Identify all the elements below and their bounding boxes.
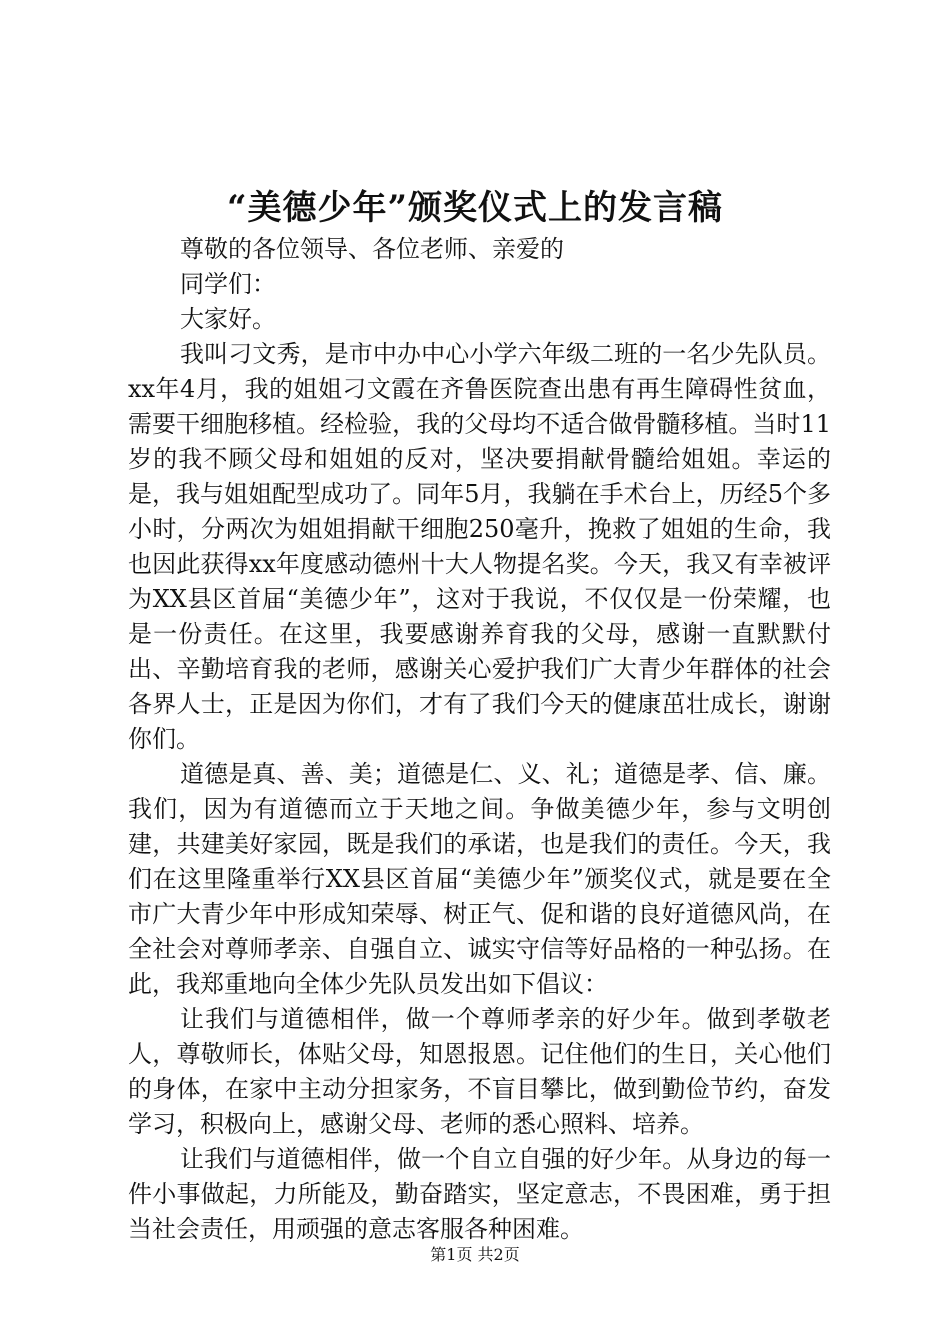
paragraph-3: 让我们与道德相伴，做一个尊师孝亲的好少年。做到孝敬老人，尊敬师长，体贴父母，知恩报恩。记住他们的生日，关心他们的身体，在家中主动分担家务，不盲目攀比，做到勤俭节约，奋发学习，积极向上，感谢父母、老师的悉心照料、培养。 bbox=[128, 1005, 831, 1138]
page-footer: 第1页 共2页 bbox=[430, 1245, 520, 1264]
document-title: “美德少年”颁奖仪式上的发言稿 bbox=[226, 188, 724, 228]
greeting: 大家好。 bbox=[180, 305, 276, 333]
paragraph-2: 道德是真、善、美；道德是仁、义、礼；道德是孝、信、廉。我们，因为有道德而立于天地之间。争做美德少年，参与文明创建，共建美好家园，既是我们的承诺，也是我们的责任。今天，我们在这里隆重举行XX县区首届“美德少年”颁奖仪式，就是要在全市广大青少年中形成知荣辱、树正气、促和谐的良好道德风尚，在全社会对尊师孝亲、自强自立、诚实守信等好品格的一种弘扬。在此，我郑重地向全体少先队员发出如下倡议： bbox=[128, 760, 831, 998]
paragraph-4: 让我们与道德相伴，做一个自立自强的好少年。从身边的每一件小事做起，力所能及，勤奋踏实，坚定意志，不畏困难，勇于担当社会责任，用顽强的意志客服各种困难。 bbox=[128, 1145, 831, 1243]
document-body bbox=[128, 232, 831, 1247]
paragraph-1: 我叫刁文秀，是市中办中心小学六年级二班的一名少先队员。xx年4月，我的姐姐刁文霞在齐鲁医院查出患有再生障碍性贫血，需要干细胞移植。经检验，我的父母均不适合做骨髓移植。当时11岁的我不顾父母和姐姐的反对，坚决要捐献骨髓给姐姐。幸运的是，我与姐姐配型成功了。同年5月，我躺在手术台上，历经5个多小时，分两次为姐姐捐献干细胞250毫升，挽救了姐姐的生命，我也因此获得xx年度感动德州十大人物提名奖。今天，我又有幸被评为XX县区首届“美德少年”，这对于我说，不仅仅是一份荣耀，也是一份责任。在这里，我要感谢养育我的父母，感谢一直默默付出、辛勤培育我的老师，感谢关心爱护我们广大青少年群体的社会各界人士，正是因为你们，才有了我们今天的健康茁壮成长，谢谢你们。 bbox=[128, 340, 831, 753]
salutation-line-1: 尊敬的各位领导、各位老师、亲爱的 bbox=[180, 235, 564, 263]
salutation-line-2: 同学们： bbox=[180, 270, 276, 298]
